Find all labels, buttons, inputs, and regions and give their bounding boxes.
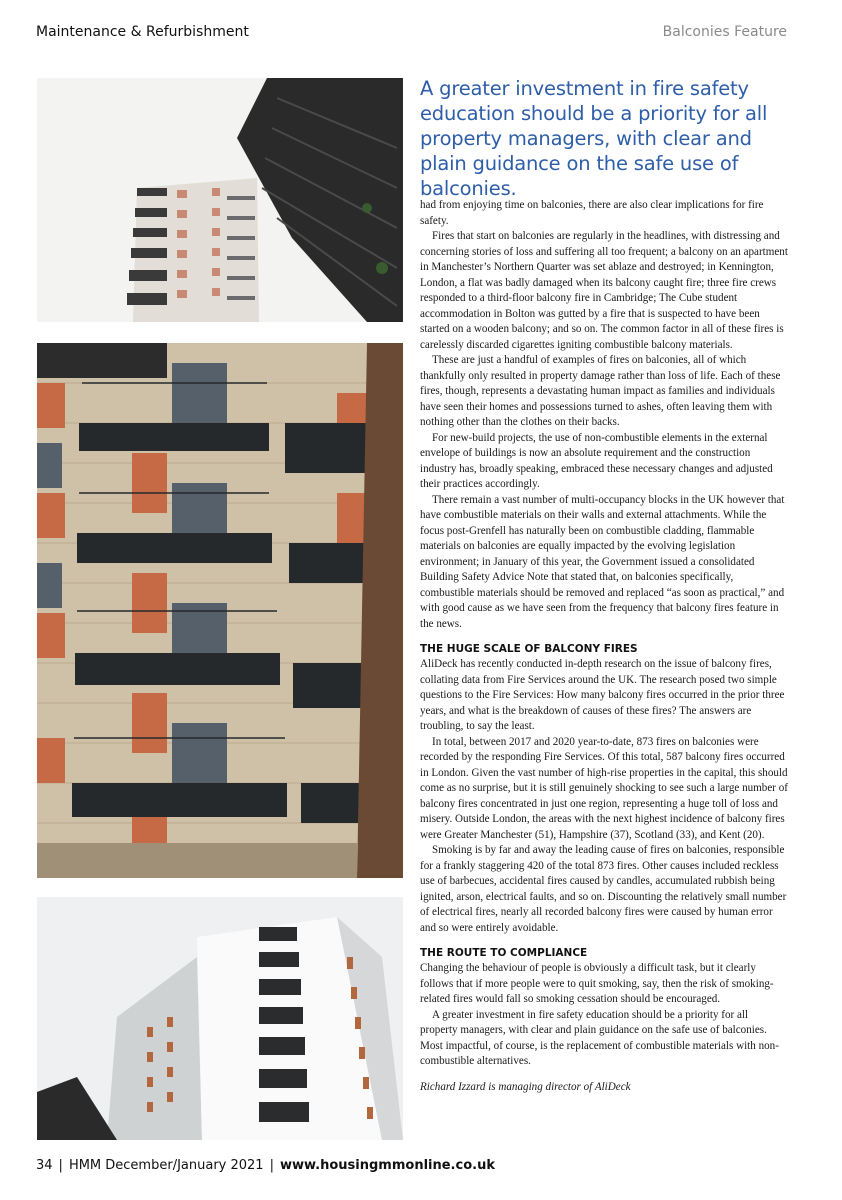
paragraph: Smoking is by far and away the leading cause of fires on balconies, responsible for a frankly staggering 420 of the total 873 fires. Other causes included reckless use of barbecues, accidental fires caused by candles, accumulated rubbish being ignited, arson, electrical faults, and so on. Discounting the relatively small number of electrical fires, nearly all recorded balcony fires were caused by human error and so were entirely avoidable. xyxy=(420,844,787,934)
section-header: Maintenance & Refurbishment xyxy=(36,24,249,40)
paragraph: There remain a vast number of multi-occupancy blocks in the UK however that have combustible materials on their walls and external attachments. While the focus post-Grenfell has naturally been on combustible cladding, flammable materials on balconies are equally impacted by the evolving legislation environment; in January of this year, the Government issued a consolidated Building Safety Advice Note that stated that, on balconies specifically, combustible materials should be removed and replaced “as soon as practical,” and with good cause as we have seen from the frequency that balcony fires feature in the news. xyxy=(420,493,785,630)
paragraph: In total, between 2017 and 2020 year-to-date, 873 fires on balconies were recorded by the responding Fire Services. Of this total, 587 balcony fires occurred in London. Given the vast number of high-rise properties in the capital, this should come as no surprise, but it is still genuinely shocking to see such a large number of balcony fires concentrated in just one region, representing a huge toll of loss and misery. Outside London, the areas with the next highest incidence of balcony fires were Greater Manchester (51), Hampshire (37), Scotland (33), and Kent (20). xyxy=(420,735,788,841)
page-number: 34 xyxy=(36,1158,53,1173)
website-link[interactable]: www.housingmmonline.co.uk xyxy=(279,1158,495,1173)
paragraph: Changing the behaviour of people is obviously a difficult task, but it clearly follows that if more people were to quit smoking, say, then the risk of smoking-related fires would fall so smoking cessation should be encouraged. xyxy=(420,962,774,1005)
section-heading-scale: THE HUGE SCALE OF BALCONY FIRES xyxy=(420,643,638,655)
paragraph: These are just a handful of examples of fires on balconies, all of which thankfully only resulted in property damage rather than loss of life. Each of these fires, though, represents a devastating human impact as families and individuals have seen their homes and possessions turned to ashes, often leaving them with nothing other than the clothes on their backs. xyxy=(420,354,781,428)
footer-separator: | xyxy=(269,1158,274,1173)
paragraph: Fires that start on balconies are regularly in the headlines, with distressing and concerning stories of loss and suffering all too frequent; a balcony on an apartment in Manchester’s Northern Quarter was set ablaze and destroyed; in Kennington, London, a flat was badly damaged when its balcony caught fire; three fire crews responded to a third-floor balcony fire in Cambridge; The Cube student accommodation in Bolton was gutted by a fire that is suspected to have been started on a wooden balcony; and so on. The common factor in all of these fires is carelessly discarded cigarettes igniting combustible balcony materials. xyxy=(420,230,788,351)
photo-tower-balconies-angled xyxy=(37,78,403,322)
issue-label: HMM December/January 2021 xyxy=(68,1158,264,1173)
photo-white-tower-balconies xyxy=(37,897,403,1140)
footer-separator: | xyxy=(58,1158,63,1173)
photo-brick-facade-balconies xyxy=(37,343,403,878)
paragraph: A greater investment in fire safety education should be a priority for all property managers, with clear and plain guidance on the safe use of balconies. Most impactful, of course, is the replacement of combustible materials with non-combustible alternatives. xyxy=(420,1008,779,1067)
section-heading-compliance: THE ROUTE TO COMPLIANCE xyxy=(420,947,588,959)
article-body xyxy=(420,198,788,1095)
paragraph: had from enjoying time on balconies, there are also clear implications for fire safety. xyxy=(420,199,764,227)
feature-header: Balconies Feature xyxy=(662,24,787,40)
page-footer xyxy=(36,1158,495,1173)
paragraph: AliDeck has recently conducted in-depth research on the issue of balcony fires, collating data from Fire Services around the UK. The research posed two simple questions to the Fire Services: How many balcony fires occurred in the prior three years, and what is the breakdown of causes of these fires? The answers are troubling, to say the least. xyxy=(420,658,785,732)
pull-quote: A greater investment in fire safety education should be a priority for all property managers, with clear and plain guidance on the safe use of balconies. xyxy=(420,77,768,200)
author-byline: Richard Izzard is managing director of AliDeck xyxy=(420,1080,631,1093)
paragraph: For new-build projects, the use of non-combustible elements in the external envelope of buildings is now an absolute requirement and the construction industry has, broadly speaking, embraced these necessary changes and adjusted their practices accordingly. xyxy=(420,431,773,490)
